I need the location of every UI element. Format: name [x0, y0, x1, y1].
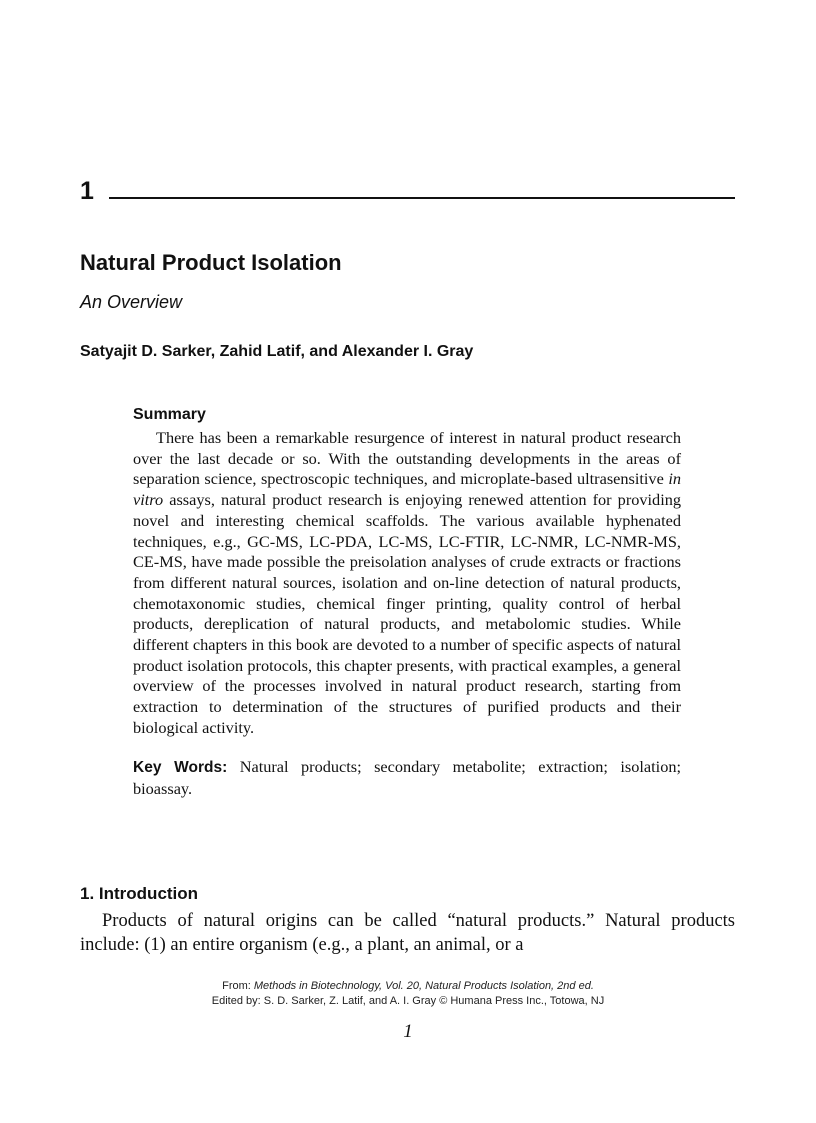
- introduction-heading: 1. Introduction: [80, 884, 199, 903]
- introduction-paragraph: Products of natural origins can be called “natural products.” Natural products include: (1) an entire organism (e.g., a plant, an animal, or a: [80, 911, 735, 955]
- keywords-label: Key Words:: [133, 758, 228, 776]
- summary-heading: Summary: [133, 406, 206, 423]
- summary-section: [133, 404, 681, 799]
- chapter-subtitle: An Overview: [80, 292, 183, 312]
- footer-source: [0, 979, 816, 993]
- summary-paragraph: [133, 428, 681, 739]
- keywords-paragraph: [133, 756, 681, 799]
- chapter-title: Natural Product Isolation: [80, 250, 342, 275]
- footer-editors: Edited by: S. D. Sarker, Z. Latif, and A. I. Gray © Humana Press Inc., Totowa, NJ: [211, 995, 605, 1007]
- footer-from-label: From:: [222, 980, 254, 992]
- footer-source-title: Methods in Biotechnology, Vol. 20, Natural Products Isolation, 2nd ed.: [253, 980, 594, 992]
- summary-text-part-1: There has been a remarkable resurgence of interest in natural product research over the last decade or so. With the outstanding developments in the areas of separation science, spectroscopic techniques, and microplate-based ultrasensitive: [133, 428, 681, 489]
- authors: Satyajit D. Sarker, Zahid Latif, and Alexander I. Gray: [80, 343, 474, 360]
- page-number: 1: [403, 1021, 413, 1042]
- summary-italic-phrase: in vitro: [133, 469, 681, 510]
- keywords-text: Natural products; secondary metabolite; extraction; isolation; bioassay.: [133, 756, 681, 798]
- chapter-rule: [109, 197, 735, 199]
- summary-text-part-2: assays, natural product research is enjoying renewed attention for providing novel and interesting chemical scaffolds. The various available hyphenated techniques, e.g., GC-MS, LC-PDA, LC-MS, LC-FTIR, LC-NMR, LC-NMR-MS, CE-MS, have made possible the preisolation analyses of crude extracts or fractions from different natural sources, isolation and on-line detection of natural products, chemotaxonomic studies, chemical finger printing, quality control of herbal products, dereplication of natural products, and metabolomic studies. While different chapters in this book are devoted to a number of specific aspects of natural product isolation protocols, this chapter presents, with practical examples, a general overview of the processes involved in natural product research, starting from extraction to determination of the structures of purified products and their biological activity.: [133, 490, 681, 737]
- chapter-number: 1: [80, 177, 94, 205]
